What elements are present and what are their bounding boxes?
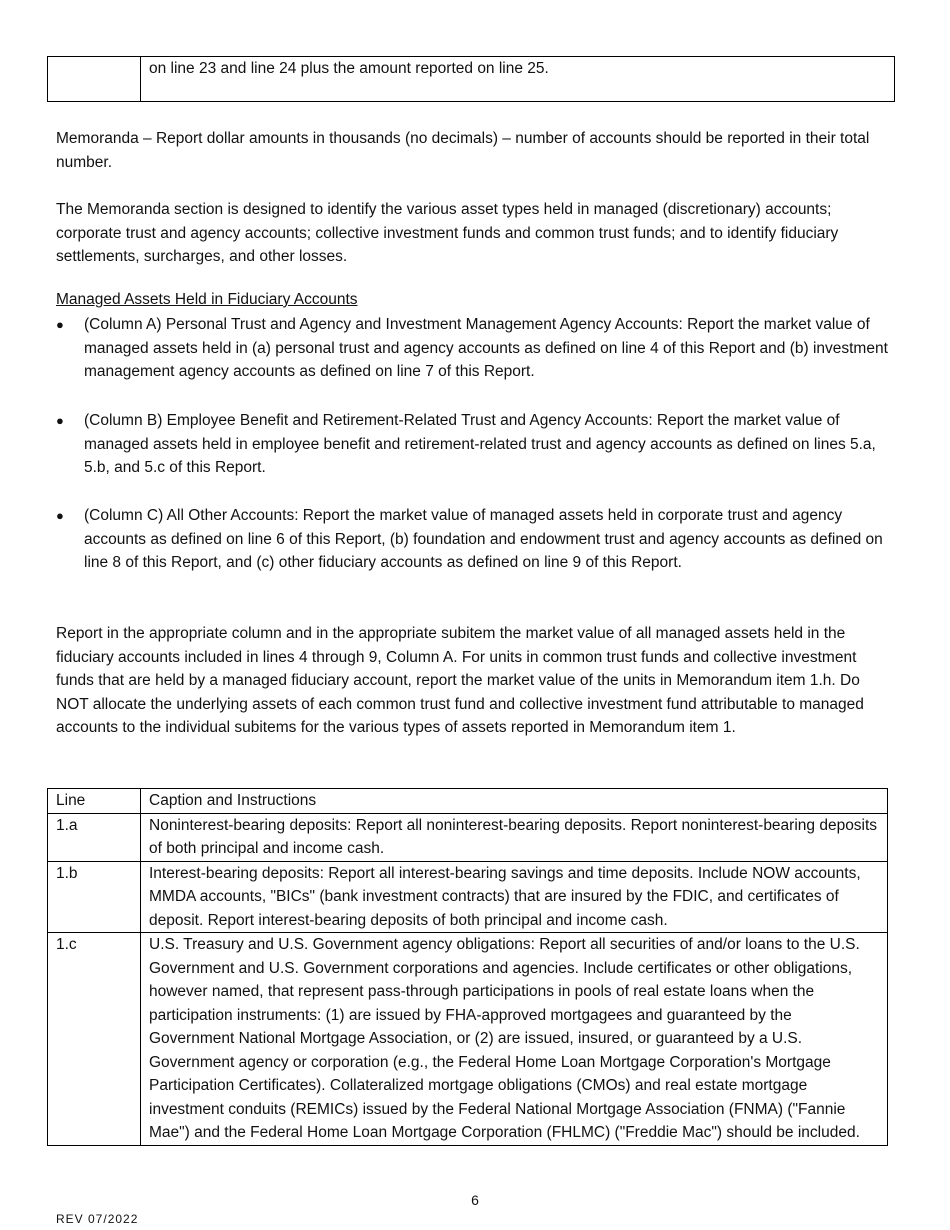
- continuation-table: [47, 56, 895, 102]
- column-header-caption: Caption and Instructions: [141, 789, 888, 814]
- memoranda-subtitle: – Report dollar amounts in thousands (no decimals) – number of accounts should be reported in their total number.: [56, 130, 870, 171]
- line-cell: 1.b: [48, 861, 141, 933]
- table-row: [48, 813, 888, 861]
- caption-table: [47, 788, 888, 1146]
- instruction-cell: Noninterest-bearing deposits: Report all noninterest-bearing deposits. Report noninterest-bearing deposits of both principal and income cash.: [141, 813, 888, 861]
- bullet-icon: ●: [56, 508, 64, 523]
- list-item-text: (Column C) All Other Accounts: Report the market value of managed assets held in corporate trust and agency accounts as defined on line 6 of this Report, (b) foundation and endowment trust and agency accounts as defined on line 8 of this Report, and (c) other fiduciary accounts as defined on line 9 of this Report.: [84, 507, 883, 571]
- memoranda-intro: The Memoranda section is designed to identify the various asset types held in managed (discretionary) accounts; corporate trust and agency accounts; collective investment funds and common trust funds; and to identify fiduciary settlements, surcharges, and other losses.: [56, 201, 839, 265]
- instruction-cell: on line 23 and line 24 plus the amount reported on line 25.: [141, 57, 895, 102]
- line-cell: 1.c: [48, 933, 141, 1146]
- report-instructions: Report in the appropriate column and in the appropriate subitem the market value of all managed assets held in the fiduciary accounts included in lines 4 through 9, Column A. For units in common trust funds and collective investment funds that are held by a managed fiduciary account, report the market value of the units in Memorandum item 1.h. Do NOT allocate the underlying assets of each common trust fund and collective investment fund attributable to managed accounts to the individual subitems for the various types of assets reported in Memorandum item 1.: [56, 625, 864, 736]
- revision-label: REV 07/2022: [56, 1212, 139, 1226]
- instruction-cell: U.S. Treasury and U.S. Government agency obligations: Report all securities of and/or loans to the U.S. Government and U.S. Government corporations and agencies. Include certificates or other obligations, however named, that represent pass-through participations in pools of real estate loans when the participation instruments: (1) are issued by FHA-approved mortgagees and guaranteed by the Government National Mortgage Association, or (2) are issued, insured, or guaranteed by a U.S. Government agency or corporation (e.g., the Federal Home Loan Mortgage Corporation's Mortgage Participation Certificates). Collateralized mortgage obligations (CMOs) and real estate mortgage investment conduits (REMICs) issued by the Federal National Mortgage Association (FNMA) ("Fannie Mae") and the Federal Home Loan Mortgage Corporation (FHLMC) ("Freddie Mac") should be included.: [141, 933, 888, 1146]
- page-number: 6: [471, 1192, 479, 1208]
- bullet-icon: ●: [56, 317, 64, 332]
- memoranda-title: Memoranda: [56, 130, 139, 147]
- table-header-row: [48, 789, 888, 814]
- line-cell: [48, 57, 141, 102]
- bullet-icon: ●: [56, 413, 64, 428]
- table-row: [48, 933, 888, 1146]
- list-item-text: (Column B) Employee Benefit and Retirement-Related Trust and Agency Accounts: Report the market value of managed assets held in employee benefit and retirement-related trust and agency accounts as defined on lines 5.a, 5.b, and 5.c of this Report.: [84, 412, 876, 476]
- column-header-line: Line: [48, 789, 141, 814]
- memoranda-heading: [56, 127, 896, 174]
- section-heading: Managed Assets Held in Fiduciary Accounts: [56, 291, 358, 308]
- list-item-text: (Column A) Personal Trust and Agency and Investment Management Agency Accounts: Report the market value of managed assets held in (a) personal trust and agency accounts as defined on line 4 of this Report and (b) investment management agency accounts as defined on line 7 of this Report.: [84, 316, 888, 380]
- line-cell: 1.a: [48, 813, 141, 861]
- table-row: [48, 861, 888, 933]
- instruction-cell: Interest-bearing deposits: Report all interest-bearing savings and time deposits. Include NOW accounts, MMDA accounts, "BICs" (bank investment contracts) that are insured by the FDIC, and certificates of deposit. Report interest-bearing deposits of both principal and income cash.: [141, 861, 888, 933]
- table-row: [48, 57, 895, 102]
